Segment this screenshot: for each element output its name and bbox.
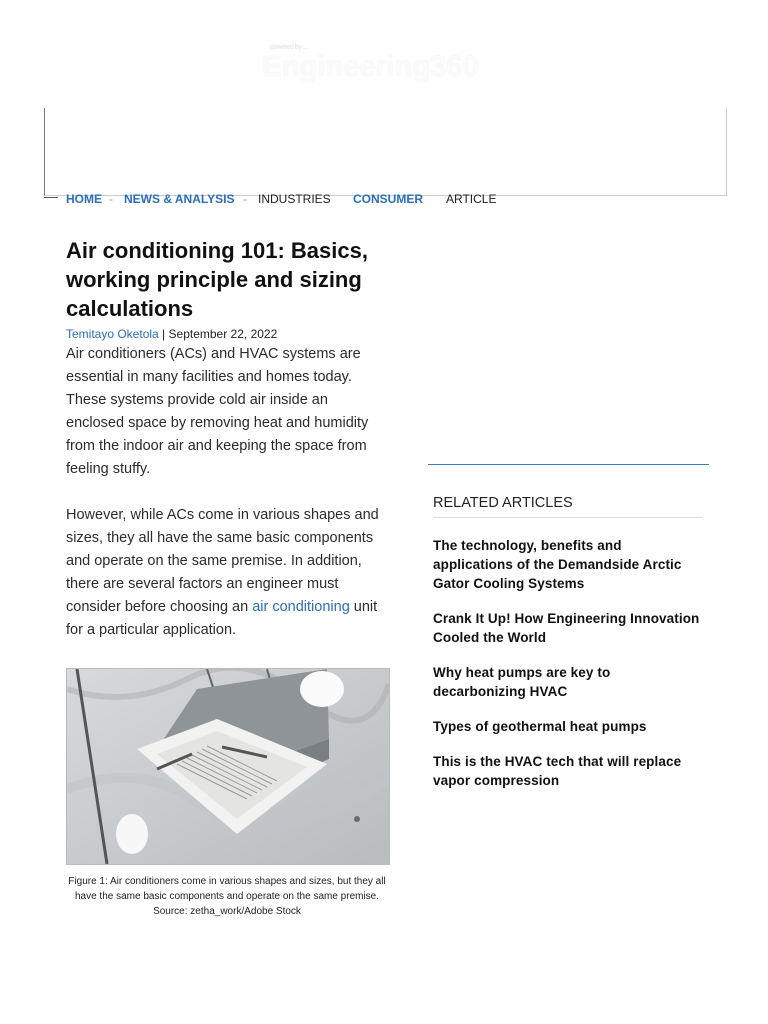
related-article-link[interactable]: The technology, benefits and applications of the Demandside Arctic Gator Cooling Systems bbox=[433, 538, 682, 591]
related-article-link[interactable]: Why heat pumps are key to decarbonizing HVAC bbox=[433, 665, 611, 699]
related-articles-list bbox=[433, 536, 703, 806]
paragraph-text: However, while ACs come in various shapes and sizes, they all have the same basic components and operate on the same premise. In addition, there are several factors an engineer must consider before choosing an bbox=[66, 507, 379, 615]
related-article-link[interactable]: This is the HVAC tech that will replace vapor compression bbox=[433, 754, 682, 788]
breadcrumb-separator: - bbox=[243, 192, 247, 206]
related-article-link[interactable]: Crank It Up! How Engineering Innovation Cooled the World bbox=[433, 611, 700, 645]
breadcrumb bbox=[66, 190, 706, 210]
breadcrumb-news-analysis[interactable]: NEWS & ANALYSIS bbox=[124, 192, 235, 206]
article-paragraph bbox=[66, 504, 388, 642]
sidebar-divider bbox=[428, 464, 709, 465]
related-article-link[interactable]: Types of geothermal heat pumps bbox=[433, 719, 647, 734]
breadcrumb-separator: - bbox=[109, 192, 113, 206]
related-articles-heading: RELATED ARTICLES bbox=[433, 495, 703, 518]
byline bbox=[66, 327, 388, 341]
divider bbox=[44, 191, 58, 198]
publish-date: September 22, 2022 bbox=[168, 327, 278, 341]
breadcrumb-home[interactable]: HOME bbox=[66, 192, 102, 206]
author-link[interactable]: Temitayo Oketola bbox=[66, 327, 159, 341]
article bbox=[66, 236, 388, 642]
logo-tagline: powered by ... bbox=[270, 44, 307, 51]
ad-banner-frame bbox=[44, 108, 727, 196]
breadcrumb-industries[interactable]: INDUSTRIES bbox=[258, 192, 331, 206]
air-conditioning-link[interactable]: air conditioning bbox=[252, 599, 350, 615]
byline-separator: | bbox=[158, 327, 169, 341]
article-title: Air conditioning 101: Basics, working principle and sizing calculations bbox=[66, 238, 368, 321]
breadcrumb-article: ARTICLE bbox=[446, 192, 497, 206]
logo-wordmark: Engineering360 bbox=[262, 50, 479, 83]
paragraph-text: unit for a particular application. bbox=[66, 599, 378, 638]
air-conditioner-photo bbox=[67, 669, 389, 864]
figure-image-air-conditioner bbox=[66, 668, 390, 865]
article-paragraph: Air conditioners (ACs) and HVAC systems are essential in many facilities and homes today. These systems provide cold air inside an enclosed space by removing heat and humidity from the indoor air and keeping the space from feeling stuffy. bbox=[66, 346, 369, 477]
site-logo[interactable] bbox=[262, 42, 479, 86]
breadcrumb-consumer[interactable]: CONSUMER bbox=[353, 192, 424, 206]
figure-caption: Figure 1: Air conditioners come in various shapes and sizes, but they all have the same basic components and operate on the same premise. Source: zetha_work/Adobe Stock bbox=[68, 876, 386, 917]
